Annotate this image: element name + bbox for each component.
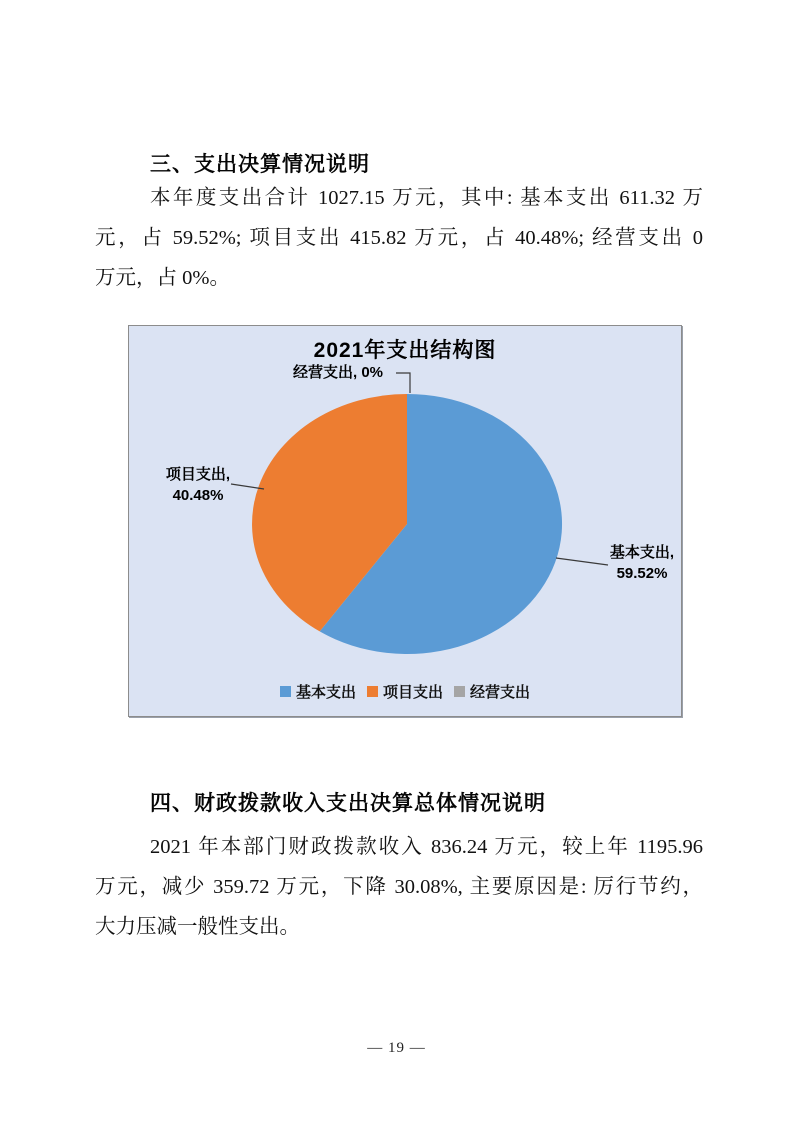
chart-title: 2021年支出结构图 [313,339,497,362]
legend-label: 基本支出 [295,685,356,701]
paragraph-line: 元，占 59.52%; 项目支出 415.82 万元，占 40.48%; 经营支出 0 [95,227,703,249]
legend-item-business [454,681,530,702]
callout-label: 项目支出, [165,466,231,483]
paragraph-line: 大力压减一般性支出。 [95,916,300,938]
legend-swatch-blue-icon [280,686,291,697]
legend-label: 项目支出 [382,685,443,701]
section-4-paragraph [95,827,703,947]
callout-business-expenditure: 经营支出, 0% [293,364,384,381]
chart-legend [129,681,681,702]
section-3-heading: 三、支出决算情况说明 [150,153,370,176]
paragraph-line: 本年度支出合计 1027.15 万元，其中: 基本支出 611.32 万 [150,187,703,209]
callout-basic-expenditure [587,542,697,584]
section-4-heading: 四、财政拨款收入支出决算总体情况说明 [150,792,546,815]
paragraph-line: 万元，减少 359.72 万元，下降 30.08%, 主要原因是: 厉行节约， [95,876,703,898]
paragraph-line: 万元，占 0%。 [95,267,230,289]
legend-item-basic [280,681,356,702]
legend-label: 经营支出 [470,685,531,701]
section-3-paragraph [95,178,703,298]
expenditure-structure-chart [128,325,682,717]
callout-value: 40.48% [172,487,224,504]
leader-line-business-expenditure [396,373,410,393]
legend-item-project [367,681,443,702]
legend-swatch-gray-icon [454,686,465,697]
callout-project-expenditure [143,464,253,506]
callout-value: 59.52% [616,565,668,582]
paragraph-line: 2021 年本部门财政拨款收入 836.24 万元，较上年 1195.96 [150,836,703,858]
callout-label: 基本支出, [609,544,675,561]
page-number: — 19 — [367,1040,426,1056]
legend-swatch-orange-icon [367,686,378,697]
pie-chart [129,326,683,718]
